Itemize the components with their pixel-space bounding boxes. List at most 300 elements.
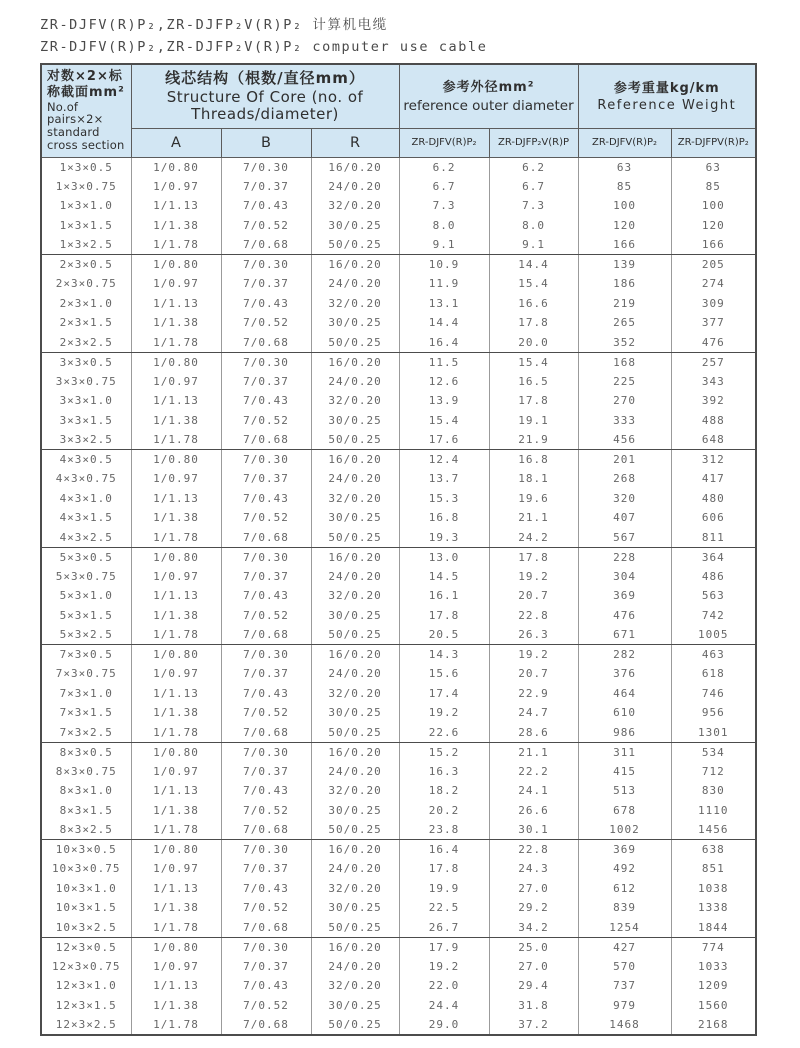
table-cell: 6.7 (489, 177, 578, 197)
table-cell: 1844 (671, 918, 756, 938)
table-cell: 13.7 (399, 469, 489, 489)
table-cell: 30/0.25 (311, 508, 399, 528)
table-cell: 8×3×0.5 (41, 742, 131, 762)
table-cell: 7/0.52 (221, 313, 311, 333)
table-cell: 352 (578, 333, 671, 353)
table-cell: 50/0.25 (311, 528, 399, 548)
table-row (41, 664, 756, 684)
table-cell: 456 (578, 430, 671, 450)
table-cell: 14.4 (399, 313, 489, 333)
table-cell: 7/0.52 (221, 703, 311, 723)
table-cell: 166 (578, 235, 671, 255)
table-cell: 30/0.25 (311, 898, 399, 918)
table-cell: 16/0.20 (311, 937, 399, 957)
table-cell: 1×3×1.5 (41, 216, 131, 236)
header-od-en: reference outer diameter (403, 97, 574, 114)
table-cell: 30/0.25 (311, 996, 399, 1016)
table-cell: 4×3×1.0 (41, 489, 131, 509)
subheader-od-zr-djfv: ZR-DJFV(R)P₂ (399, 128, 489, 157)
table-cell: 2×3×1.5 (41, 313, 131, 333)
table-cell: 1002 (578, 820, 671, 840)
table-cell: 1/1.38 (131, 898, 221, 918)
table-cell: 377 (671, 313, 756, 333)
table-cell: 32/0.20 (311, 586, 399, 606)
table-cell: 3×3×1.0 (41, 391, 131, 411)
table-cell: 24.4 (399, 996, 489, 1016)
table-cell: 12.4 (399, 450, 489, 470)
table-cell: 7/0.43 (221, 294, 311, 314)
table-cell: 7/0.37 (221, 567, 311, 587)
table-cell: 19.1 (489, 411, 578, 431)
table-cell: 4×3×2.5 (41, 528, 131, 548)
table-cell: 463 (671, 645, 756, 665)
table-cell: 1/0.97 (131, 762, 221, 782)
table-cell: 8×3×0.75 (41, 762, 131, 782)
table-cell: 1/0.80 (131, 157, 221, 177)
table-cell: 417 (671, 469, 756, 489)
table-cell: 712 (671, 762, 756, 782)
table-cell: 1/0.97 (131, 274, 221, 294)
table-cell: 7/0.68 (221, 723, 311, 743)
table-cell: 3×3×1.5 (41, 411, 131, 431)
table-cell: 480 (671, 489, 756, 509)
table-row (41, 606, 756, 626)
table-cell: 1/0.97 (131, 664, 221, 684)
table-cell: 1/1.38 (131, 801, 221, 821)
table-cell: 19.2 (399, 703, 489, 723)
table-cell: 26.3 (489, 625, 578, 645)
table-cell: 7/0.68 (221, 1015, 311, 1035)
table-cell: 678 (578, 801, 671, 821)
table-cell: 476 (671, 333, 756, 353)
table-row (41, 391, 756, 411)
table-cell: 3×3×0.75 (41, 372, 131, 392)
table-cell: 22.6 (399, 723, 489, 743)
table-cell: 30/0.25 (311, 801, 399, 821)
table-cell: 12.6 (399, 372, 489, 392)
table-cell: 12×3×1.0 (41, 976, 131, 996)
table-cell: 16.6 (489, 294, 578, 314)
table-cell: 50/0.25 (311, 333, 399, 353)
table-row (41, 294, 756, 314)
table-cell: 24.1 (489, 781, 578, 801)
table-row (41, 918, 756, 938)
table-cell: 1×3×2.5 (41, 235, 131, 255)
table-cell: 570 (578, 957, 671, 977)
table-cell: 1/1.78 (131, 918, 221, 938)
table-row (41, 528, 756, 548)
table-cell: 488 (671, 411, 756, 431)
table-cell: 24/0.20 (311, 274, 399, 294)
table-cell: 20.0 (489, 333, 578, 353)
table-cell: 610 (578, 703, 671, 723)
subheader-col-b: B (221, 128, 311, 157)
table-cell: 225 (578, 372, 671, 392)
table-cell: 4×3×0.75 (41, 469, 131, 489)
table-cell: 956 (671, 703, 756, 723)
table-cell: 24/0.20 (311, 567, 399, 587)
page-title-zh: ZR-DJFV(R)P₂,ZR-DJFP₂V(R)P₂ 计算机电缆 (40, 17, 388, 33)
table-cell: 50/0.25 (311, 820, 399, 840)
table-cell: 7/0.52 (221, 996, 311, 1016)
table-cell: 1/1.78 (131, 820, 221, 840)
table-cell: 17.9 (399, 937, 489, 957)
table-cell: 8.0 (489, 216, 578, 236)
table-cell: 979 (578, 996, 671, 1016)
subheader-wt-zr-djfv: ZR-DJFV(R)P₂ (578, 128, 671, 157)
table-cell: 10×3×1.0 (41, 879, 131, 899)
table-cell: 24/0.20 (311, 469, 399, 489)
table-cell: 1×3×0.5 (41, 157, 131, 177)
table-cell: 1/0.97 (131, 957, 221, 977)
table-cell: 186 (578, 274, 671, 294)
table-cell: 19.2 (489, 645, 578, 665)
table-row (41, 196, 756, 216)
table-cell: 29.2 (489, 898, 578, 918)
table-cell: 265 (578, 313, 671, 333)
table-row (41, 781, 756, 801)
table-cell: 85 (671, 177, 756, 197)
table-cell: 22.5 (399, 898, 489, 918)
table-cell: 1/1.13 (131, 196, 221, 216)
table-row (41, 450, 756, 470)
table-cell: 24.3 (489, 859, 578, 879)
table-cell: 7/0.30 (221, 157, 311, 177)
table-cell: 7/0.43 (221, 976, 311, 996)
table-cell: 282 (578, 645, 671, 665)
table-cell: 7/0.37 (221, 372, 311, 392)
table-cell: 10×3×0.5 (41, 840, 131, 860)
table-cell: 986 (578, 723, 671, 743)
table-cell: 13.0 (399, 547, 489, 567)
table-cell: 309 (671, 294, 756, 314)
table-row (41, 937, 756, 957)
table-row (41, 352, 756, 372)
table-row (41, 645, 756, 665)
table-row (41, 333, 756, 353)
table-cell: 19.2 (399, 957, 489, 977)
table-cell: 20.5 (399, 625, 489, 645)
table-cell: 32/0.20 (311, 391, 399, 411)
table-cell: 17.4 (399, 684, 489, 704)
table-header (41, 64, 756, 157)
table-row (41, 157, 756, 177)
table-cell: 1/1.38 (131, 411, 221, 431)
table-cell: 16.4 (399, 840, 489, 860)
table-cell: 7/0.68 (221, 333, 311, 353)
table-cell: 1/1.38 (131, 508, 221, 528)
table-cell: 364 (671, 547, 756, 567)
table-cell: 1/1.13 (131, 781, 221, 801)
table-cell: 376 (578, 664, 671, 684)
table-cell: 16/0.20 (311, 450, 399, 470)
table-cell: 1456 (671, 820, 756, 840)
table-cell: 9.1 (399, 235, 489, 255)
table-cell: 24/0.20 (311, 957, 399, 977)
subheader-col-a: A (131, 128, 221, 157)
table-cell: 120 (671, 216, 756, 236)
table-cell: 219 (578, 294, 671, 314)
table-cell: 7×3×0.75 (41, 664, 131, 684)
table-cell: 12×3×0.5 (41, 937, 131, 957)
header-core-structure (131, 64, 399, 128)
table-cell: 85 (578, 177, 671, 197)
table-cell: 9.1 (489, 235, 578, 255)
table-cell: 25.0 (489, 937, 578, 957)
table-row (41, 684, 756, 704)
table-cell: 2×3×0.5 (41, 255, 131, 275)
table-cell: 7×3×1.0 (41, 684, 131, 704)
table-cell: 333 (578, 411, 671, 431)
table-cell: 32/0.20 (311, 879, 399, 899)
table-cell: 10×3×2.5 (41, 918, 131, 938)
table-cell: 19.9 (399, 879, 489, 899)
table-cell: 5×3×0.75 (41, 567, 131, 587)
table-cell: 24/0.20 (311, 177, 399, 197)
table-cell: 17.8 (399, 859, 489, 879)
table-cell: 100 (578, 196, 671, 216)
table-cell: 27.0 (489, 879, 578, 899)
page-title-en: ZR-DJFV(R)P₂,ZR-DJFP₂V(R)P₂ computer use cable (40, 39, 488, 55)
table-cell: 16/0.20 (311, 840, 399, 860)
table-cell: 7/0.37 (221, 274, 311, 294)
table-cell: 29.4 (489, 976, 578, 996)
table-cell: 27.0 (489, 957, 578, 977)
table-cell: 1/0.97 (131, 567, 221, 587)
table-cell: 30/0.25 (311, 411, 399, 431)
table-cell: 17.8 (489, 313, 578, 333)
table-cell: 13.9 (399, 391, 489, 411)
table-cell: 312 (671, 450, 756, 470)
table-cell: 1/1.38 (131, 216, 221, 236)
table-cell: 311 (578, 742, 671, 762)
table-cell: 7/0.37 (221, 762, 311, 782)
table-cell: 15.4 (489, 352, 578, 372)
table-cell: 14.4 (489, 255, 578, 275)
table-cell: 12×3×1.5 (41, 996, 131, 1016)
table-cell: 13.1 (399, 294, 489, 314)
table-cell: 343 (671, 372, 756, 392)
table-cell: 5×3×2.5 (41, 625, 131, 645)
table-cell: 486 (671, 567, 756, 587)
table-cell: 168 (578, 352, 671, 372)
table-row (41, 742, 756, 762)
table-cell: 476 (578, 606, 671, 626)
table-cell: 22.8 (489, 606, 578, 626)
table-cell: 22.0 (399, 976, 489, 996)
header-pairs-en: No.of pairs×2× standard cross section (47, 99, 125, 153)
table-cell: 28.6 (489, 723, 578, 743)
table-cell: 26.6 (489, 801, 578, 821)
table-cell: 63 (578, 157, 671, 177)
table-cell: 648 (671, 430, 756, 450)
table-cell: 21.1 (489, 508, 578, 528)
table-cell: 7×3×0.5 (41, 645, 131, 665)
table-cell: 774 (671, 937, 756, 957)
table-cell: 24/0.20 (311, 859, 399, 879)
table-cell: 31.8 (489, 996, 578, 1016)
header-reference-weight (578, 64, 756, 128)
table-cell: 7×3×1.5 (41, 703, 131, 723)
table-cell: 2×3×1.0 (41, 294, 131, 314)
table-cell: 14.3 (399, 645, 489, 665)
table-cell: 15.4 (399, 411, 489, 431)
header-od-zh: 参考外径mm² (442, 80, 535, 96)
table-row (41, 372, 756, 392)
table-cell: 1/1.78 (131, 528, 221, 548)
table-cell: 7/0.68 (221, 820, 311, 840)
table-row (41, 801, 756, 821)
table-cell: 1/1.78 (131, 430, 221, 450)
table-cell: 1/0.97 (131, 859, 221, 879)
table-row (41, 625, 756, 645)
table-row (41, 411, 756, 431)
table-row (41, 274, 756, 294)
table-cell: 50/0.25 (311, 723, 399, 743)
table-cell: 15.6 (399, 664, 489, 684)
table-cell: 7/0.30 (221, 255, 311, 275)
table-row (41, 567, 756, 587)
table-cell: 16/0.20 (311, 352, 399, 372)
table-cell: 30/0.25 (311, 606, 399, 626)
subheader-wt-zr-djfpv: ZR-DJFPV(R)P₂ (671, 128, 756, 157)
table-cell: 24/0.20 (311, 664, 399, 684)
table-cell: 3×3×2.5 (41, 430, 131, 450)
table-cell: 1110 (671, 801, 756, 821)
table-cell: 534 (671, 742, 756, 762)
table-cell: 205 (671, 255, 756, 275)
table-cell: 1/1.38 (131, 313, 221, 333)
table-cell: 32/0.20 (311, 976, 399, 996)
table-cell: 1/1.38 (131, 703, 221, 723)
table-cell: 7/0.52 (221, 508, 311, 528)
table-cell: 32/0.20 (311, 489, 399, 509)
table-cell: 1560 (671, 996, 756, 1016)
table-cell: 7/0.37 (221, 859, 311, 879)
table-cell: 16/0.20 (311, 645, 399, 665)
table-cell: 22.8 (489, 840, 578, 860)
table-cell: 746 (671, 684, 756, 704)
table-cell: 7/0.43 (221, 781, 311, 801)
header-core-zh: 线芯结构（根数/直径mm） (165, 69, 365, 88)
table-cell: 228 (578, 547, 671, 567)
table-cell: 11.5 (399, 352, 489, 372)
table-cell: 11.9 (399, 274, 489, 294)
table-cell: 7/0.30 (221, 450, 311, 470)
table-cell: 16.8 (489, 450, 578, 470)
table-cell: 830 (671, 781, 756, 801)
table-cell: 1/0.80 (131, 450, 221, 470)
table-cell: 16.8 (399, 508, 489, 528)
table-cell: 8.0 (399, 216, 489, 236)
table-cell: 30/0.25 (311, 703, 399, 723)
table-cell: 513 (578, 781, 671, 801)
table-cell: 268 (578, 469, 671, 489)
table-cell: 7/0.52 (221, 216, 311, 236)
table-cell: 20.7 (489, 664, 578, 684)
table-cell: 1/1.13 (131, 976, 221, 996)
table-cell: 1/0.80 (131, 742, 221, 762)
table-cell: 839 (578, 898, 671, 918)
table-cell: 1/0.97 (131, 177, 221, 197)
table-cell: 15.4 (489, 274, 578, 294)
table-cell: 15.3 (399, 489, 489, 509)
table-cell: 638 (671, 840, 756, 860)
table-cell: 32/0.20 (311, 684, 399, 704)
table-row (41, 313, 756, 333)
table-cell: 1254 (578, 918, 671, 938)
table-cell: 32/0.20 (311, 294, 399, 314)
table-cell: 32/0.20 (311, 781, 399, 801)
table-cell: 21.1 (489, 742, 578, 762)
table-cell: 1/0.80 (131, 645, 221, 665)
table-cell: 7×3×2.5 (41, 723, 131, 743)
table-cell: 32/0.20 (311, 196, 399, 216)
table-cell: 16.4 (399, 333, 489, 353)
table-cell: 10×3×1.5 (41, 898, 131, 918)
table-cell: 7/0.52 (221, 801, 311, 821)
table-cell: 415 (578, 762, 671, 782)
table-cell: 7/0.37 (221, 469, 311, 489)
table-cell: 1/0.97 (131, 469, 221, 489)
table-cell: 1/0.97 (131, 372, 221, 392)
table-cell: 1/1.38 (131, 996, 221, 1016)
header-pairs-zh: 对数×2×标称截面mm² (47, 69, 125, 100)
table-cell: 17.6 (399, 430, 489, 450)
table-cell: 2×3×2.5 (41, 333, 131, 353)
table-cell: 26.7 (399, 918, 489, 938)
table-cell: 16/0.20 (311, 742, 399, 762)
table-cell: 737 (578, 976, 671, 996)
table-cell: 1/0.80 (131, 255, 221, 275)
table-cell: 407 (578, 508, 671, 528)
table-cell: 7.3 (399, 196, 489, 216)
table-cell: 7/0.52 (221, 898, 311, 918)
header-outer-diameter (399, 64, 578, 128)
table-row (41, 840, 756, 860)
table-cell: 23.8 (399, 820, 489, 840)
table-cell: 1/1.13 (131, 684, 221, 704)
header-weight-zh: 参考重量kg/km (613, 80, 720, 96)
table-row (41, 255, 756, 275)
table-cell: 21.9 (489, 430, 578, 450)
table-cell: 24.7 (489, 703, 578, 723)
table-cell: 7/0.68 (221, 528, 311, 548)
table-row (41, 976, 756, 996)
table-cell: 270 (578, 391, 671, 411)
table-cell: 19.3 (399, 528, 489, 548)
table-cell: 8×3×1.5 (41, 801, 131, 821)
table-cell: 16.3 (399, 762, 489, 782)
table-cell: 10.9 (399, 255, 489, 275)
table-cell: 50/0.25 (311, 235, 399, 255)
table-row (41, 586, 756, 606)
table-cell: 15.2 (399, 742, 489, 762)
table-cell: 19.2 (489, 567, 578, 587)
table-cell: 4×3×0.5 (41, 450, 131, 470)
table-cell: 1468 (578, 1015, 671, 1035)
header-core-en: Structure Of Core (no. of Threads/diameter) (166, 87, 364, 123)
table-cell: 3×3×0.5 (41, 352, 131, 372)
table-cell: 7/0.30 (221, 645, 311, 665)
table-cell: 24/0.20 (311, 372, 399, 392)
table-cell: 1/1.13 (131, 879, 221, 899)
table-body (41, 157, 756, 1035)
table-cell: 392 (671, 391, 756, 411)
table-cell: 7/0.30 (221, 352, 311, 372)
table-cell: 7/0.43 (221, 879, 311, 899)
title-block (40, 14, 800, 58)
